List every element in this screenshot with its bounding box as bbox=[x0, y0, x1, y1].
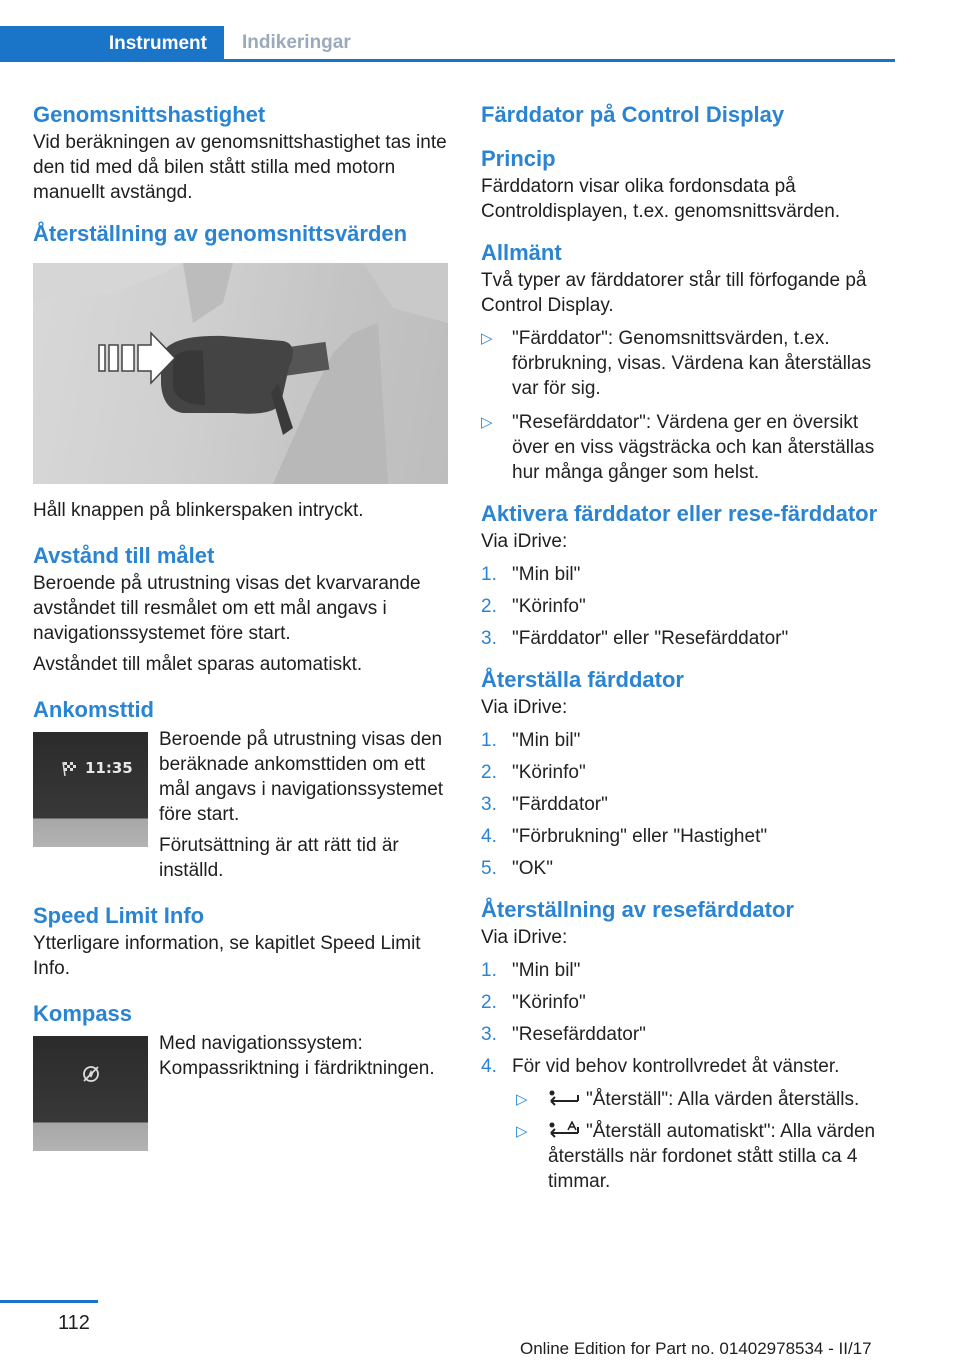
arrival-text-2: Förutsättning är att rätt tid är inställd. bbox=[159, 835, 399, 881]
reset-travel-via: Via iDrive: bbox=[481, 927, 568, 948]
lever-illustration bbox=[33, 263, 448, 484]
list-item: 2. "Körinfo" bbox=[481, 762, 586, 783]
reset-icon bbox=[548, 1089, 580, 1107]
activate-via: Via iDrive: bbox=[481, 531, 568, 552]
arrival-block bbox=[33, 725, 448, 883]
reset-travel-sublist bbox=[481, 1087, 896, 1194]
destination-flag-icon bbox=[62, 761, 80, 777]
reset-travel-heading: Återställning av resefärddator bbox=[481, 897, 794, 922]
avg-speed-text: Vid beräkningen av genomsnittshastighet tas inte den tid med då bilen stått stilla med motorn manuellt avstängd. bbox=[33, 132, 447, 203]
distance-heading: Avstånd till målet bbox=[33, 543, 215, 568]
reset-avg-caption: Håll knappen på blinkerspaken intryckt. bbox=[33, 500, 364, 521]
list-item: ▷ "Färddator": Genomsnittsvärden, t.ex. förbrukning, visas. Värdena kan återställas var för sig. bbox=[481, 328, 872, 399]
list-item: 1. "Min bil" bbox=[481, 960, 581, 981]
list-item: 3. "Färddator" eller "Resefärddator" bbox=[481, 628, 789, 649]
arrival-heading: Ankomsttid bbox=[33, 697, 154, 722]
arrival-time-readout: 11:35 bbox=[85, 759, 133, 777]
distance-text-1: Beroende på utrustning visas det kvarvarande avståndet till resmålet om ett mål angavs i navigationssystemet före start. bbox=[33, 573, 421, 644]
list-item: 3. "Färddator" bbox=[481, 794, 608, 815]
activate-steps bbox=[481, 562, 896, 651]
triangle-bullet-icon: ▷ bbox=[516, 1123, 528, 1140]
list-item: 1. "Min bil" bbox=[481, 564, 581, 585]
page-footer bbox=[0, 1300, 960, 1362]
reset-travel-steps bbox=[481, 958, 896, 1194]
turn-signal-lever-image bbox=[33, 263, 448, 484]
arrival-display-image bbox=[33, 732, 148, 847]
compass-block bbox=[33, 1029, 448, 1151]
general-list bbox=[481, 326, 896, 485]
auto-reset-icon bbox=[548, 1121, 580, 1139]
right-column bbox=[481, 100, 896, 1201]
list-item: 4. "Förbrukning" eller "Hastighet" bbox=[481, 826, 768, 847]
triangle-bullet-icon: ▷ bbox=[516, 1091, 528, 1108]
list-item: 2. "Körinfo" bbox=[481, 992, 586, 1013]
principle-heading: Princip bbox=[481, 146, 556, 171]
compass-off-icon bbox=[81, 1064, 101, 1084]
list-item: 2. "Körinfo" bbox=[481, 596, 586, 617]
reset-trip-steps bbox=[481, 728, 896, 881]
speed-limit-heading: Speed Limit Info bbox=[33, 903, 205, 928]
reset-trip-heading: Återställa färddator bbox=[481, 667, 684, 692]
page-number: 112 bbox=[58, 1312, 90, 1334]
triangle-bullet-icon: ▷ bbox=[481, 330, 493, 347]
compass-heading: Kompass bbox=[33, 1001, 133, 1026]
header-bar bbox=[0, 26, 895, 62]
compass-display-image bbox=[33, 1036, 148, 1151]
list-item: 5. "OK" bbox=[481, 858, 553, 879]
list-item: ▷ "Återställ": Alla värden återställs. bbox=[516, 1089, 860, 1110]
avg-speed-heading: Genomsnittshastighet bbox=[33, 102, 266, 127]
general-heading: Allmänt bbox=[481, 240, 562, 265]
principle-text: Färddatorn visar olika fordonsdata på Controldisplayen, t.ex. genomsnittsvärden. bbox=[481, 176, 841, 222]
list-item: 3. "Resefärddator" bbox=[481, 1024, 646, 1045]
arrival-text-1: Beroende på utrustning visas den beräknade ankomsttiden om ett mål angavs i navigationssystemet före start. bbox=[159, 729, 444, 825]
footer-rule bbox=[0, 1300, 98, 1303]
list-item: 4. För vid behov kontrollvredet åt vänster. ▷ "Återställ": Alla värden återställs. ▷ "Återställ automatiskt": Alla värden återställs när fordonet stått stilla ca 4 timmar. bbox=[481, 1054, 896, 1194]
list-item: 1. "Min bil" bbox=[481, 730, 581, 751]
edition-note: Online Edition for Part no. 01402978534 - II/17 bbox=[520, 1339, 872, 1358]
tab-indikeringar[interactable]: Indikeringar bbox=[242, 31, 351, 53]
compass-text: Med navigationssystem: Kompassriktning i färdriktningen. bbox=[159, 1033, 435, 1079]
distance-text-2: Avståndet till målet sparas automatiskt. bbox=[33, 654, 363, 675]
general-text: Två typer av färddatorer står till förfogande på Control Display. bbox=[481, 270, 867, 316]
trip-computer-heading: Färddator på Control Display bbox=[481, 102, 785, 127]
reset-avg-heading: Återställning av genomsnittsvärden bbox=[33, 221, 408, 246]
activate-heading: Aktivera färddator eller rese-färddator bbox=[481, 501, 878, 526]
speed-limit-text: Ytterligare information, se kapitlet Speed Limit Info. bbox=[33, 933, 421, 979]
list-item: ▷ "Återställ automatiskt": Alla värden återställs när fordonet stått stilla ca 4 timmar. bbox=[516, 1121, 876, 1192]
left-column bbox=[33, 100, 448, 1151]
list-item: ▷ "Resefärddator": Värdena ger en översikt över en viss vägsträcka och kan återställas hur många gånger som helst. bbox=[481, 412, 875, 483]
triangle-bullet-icon: ▷ bbox=[481, 414, 493, 431]
reset-trip-via: Via iDrive: bbox=[481, 697, 568, 718]
tab-instrument[interactable]: Instrument bbox=[0, 26, 224, 62]
header-rule bbox=[0, 59, 895, 62]
